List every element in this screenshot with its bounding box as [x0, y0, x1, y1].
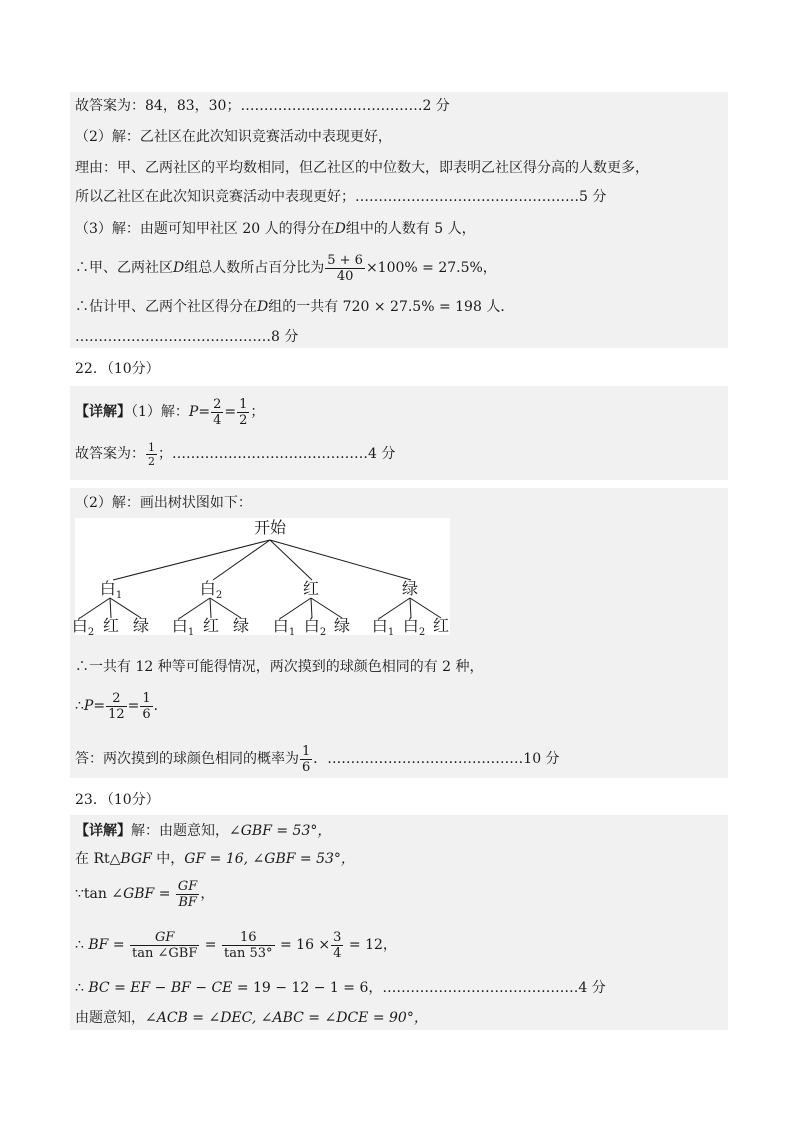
tree-diagram	[71, 518, 450, 639]
count-text: ∴一共有 12 种等可能得情况，两次摸到的球颜色相同的有 2 种，	[75, 659, 484, 675]
equals: =	[108, 937, 130, 953]
text: （3）解：由题可知甲社区 20 人的得分在	[75, 221, 335, 237]
text: 由题意知，	[75, 1010, 145, 1026]
math: ∠GBF = 53°，	[229, 823, 332, 839]
node-sub: 2	[319, 627, 327, 639]
math: BC = EF − BF − CE	[88, 980, 233, 996]
q21-answer-line	[75, 97, 450, 115]
text: ，	[200, 886, 215, 902]
q21-part2-reason	[75, 159, 649, 177]
text: ×100% = 27.5%，	[365, 260, 497, 276]
denominator: 6	[142, 706, 151, 722]
question-number: 22．（10分）	[75, 361, 160, 377]
q23-line-2	[75, 850, 355, 868]
q21-score-line	[75, 328, 298, 346]
numerator: 5 + 6	[327, 252, 363, 268]
node-label: 绿	[132, 616, 150, 635]
node-label: 白	[272, 616, 289, 635]
part-heading: （1）解：	[131, 404, 189, 420]
text: ∵tan ∠	[75, 886, 124, 902]
node-sub: 1	[288, 627, 296, 639]
node-label: 绿	[232, 616, 250, 635]
q23-line-3	[75, 876, 214, 912]
detail-label: 【详解】	[75, 823, 131, 839]
tree-node-l1	[402, 580, 418, 598]
tree-node-l2	[133, 617, 149, 635]
tree-node-l2	[203, 617, 219, 635]
node-label: 白	[371, 616, 388, 635]
detail-label: 【详解】	[75, 404, 131, 420]
score-marker: ……………………………………4 分	[172, 446, 396, 462]
tree-node-l1	[200, 580, 222, 605]
node-label: 白	[303, 616, 320, 635]
numerator: 1	[239, 396, 248, 412]
q22-part1-answer	[75, 437, 395, 471]
text: 故答案为：	[75, 446, 145, 462]
node-label: 红	[102, 616, 120, 635]
fraction	[176, 879, 199, 910]
tree-node-l2	[172, 617, 194, 642]
group-symbol: D	[257, 299, 269, 315]
numerator: GF	[130, 930, 199, 946]
text: = 16 ×	[275, 937, 331, 953]
q23-solution-block	[70, 815, 728, 1030]
node-label: 红	[202, 616, 220, 635]
tree-root: 开始	[253, 518, 287, 537]
tree-node-l2	[433, 617, 449, 635]
text: 在 Rt△	[75, 851, 121, 867]
group-symbol: D	[334, 221, 346, 237]
tree-node-l1	[100, 580, 122, 605]
q23-line-1	[75, 822, 331, 840]
conclusion-text: 所以乙社区在此次知识竞赛活动中表现更好；	[75, 189, 355, 205]
prob-symbol: P	[188, 404, 199, 420]
equals: =	[93, 698, 106, 714]
text: 组的一共有 720 × 27.5% = 198 人．	[268, 299, 515, 315]
numerator: 2	[213, 396, 222, 412]
denominator: 2	[239, 412, 248, 428]
denominator: 4	[333, 945, 342, 961]
part-heading: （2）解：乙社区在此次知识竞赛活动中表现更好，	[75, 129, 392, 145]
numerator: 1	[302, 743, 311, 759]
math: GF = 16, ∠GBF = 53°，	[184, 851, 355, 867]
equals: =	[200, 937, 221, 953]
text: ．	[313, 751, 328, 767]
q22-header	[75, 360, 160, 378]
score-marker: ……………………………………4 分	[382, 980, 606, 996]
text: ；	[250, 404, 265, 420]
numerator: 3	[333, 929, 342, 945]
fraction	[106, 691, 127, 722]
score-marker: ……………………………………8 分	[75, 329, 299, 345]
fraction	[140, 691, 152, 722]
node-label: 白	[171, 616, 188, 635]
text: ．	[153, 698, 168, 714]
text: 中，	[151, 851, 185, 867]
node-sub: 2	[418, 627, 426, 639]
fraction	[300, 744, 312, 775]
numerator: 1	[148, 440, 155, 454]
numerator: 2	[106, 691, 127, 707]
q23-header	[75, 791, 160, 809]
numerator: 16	[222, 930, 275, 946]
node-label: 红	[432, 616, 450, 635]
node-label: 绿	[333, 616, 351, 635]
fraction	[211, 397, 223, 428]
equals: =	[127, 698, 140, 714]
group-symbol: D	[173, 260, 185, 276]
math: BGF	[120, 851, 152, 867]
math: ∠ACB = ∠DEC, ∠ABC = ∠DCE = 90°，	[145, 1010, 428, 1026]
prob-symbol: P	[83, 698, 94, 714]
tree-node-l1	[303, 580, 319, 598]
denominator: 2	[148, 454, 155, 468]
node-sub: 2	[215, 590, 223, 602]
score-marker: …………………………………2 分	[240, 98, 450, 114]
numerator: GF	[177, 878, 198, 894]
q22-probability-line	[75, 688, 168, 724]
q21-part3-estimate	[75, 298, 514, 316]
fraction	[130, 930, 199, 961]
tree-node-l2	[72, 617, 94, 642]
fraction	[237, 397, 249, 428]
text: ∴估计甲、乙两个社区得分在	[75, 299, 257, 315]
math: GBF	[123, 886, 155, 902]
tree-node-l2	[403, 617, 425, 642]
q22-part2-head	[75, 494, 252, 512]
node-label: 红	[302, 579, 320, 598]
fraction	[146, 441, 157, 468]
fraction	[222, 930, 275, 961]
node-label: 白	[99, 579, 116, 598]
denominator: 40	[336, 268, 354, 284]
q22-count-line	[75, 658, 484, 676]
tree-node-l2	[233, 617, 249, 635]
q22-answer-line	[75, 741, 560, 777]
node-label: 白	[71, 616, 88, 635]
node-label: 绿	[401, 579, 419, 598]
q21-part2-conclusion	[75, 188, 606, 206]
text: = 19 − 12 − 1 = 6，	[232, 980, 383, 996]
denominator: BF	[178, 894, 197, 910]
denominator: 6	[302, 759, 311, 775]
q21-part3-percentage	[75, 250, 497, 286]
node-sub: 1	[387, 627, 395, 639]
q21-part3-head	[75, 220, 476, 238]
answer-text: 故答案为：84，83，30；	[75, 98, 241, 114]
node-sub: 1	[187, 627, 195, 639]
part-heading: （2）解：画出树状图如下：	[75, 495, 252, 511]
tree-node-l2	[273, 617, 295, 642]
text: 解：由题意知，	[131, 823, 229, 839]
q23-line-4	[75, 927, 397, 963]
text: 答：两次摸到的球颜色相同的概率为	[75, 751, 299, 767]
reason-text: 理由：甲、乙两社区的平均数相同，但乙社区的中位数大，即表明乙社区得分高的人数更多，	[75, 160, 649, 176]
denominator: tan 53°	[224, 945, 273, 961]
text: ∴	[75, 937, 89, 953]
question-number: 23．（10分）	[75, 792, 160, 808]
text: 组总人数所占百分比为	[184, 260, 325, 276]
text: 组中的人数有 5 人，	[345, 221, 476, 237]
node-label: 白	[402, 616, 419, 635]
text: ∴	[75, 980, 89, 996]
score-marker: ……………………………………10 分	[327, 751, 560, 767]
denominator: 4	[213, 412, 222, 428]
tree-node-l2	[334, 617, 350, 635]
node-sub: 2	[87, 627, 95, 639]
text: = 12，	[344, 937, 397, 953]
fraction	[331, 930, 343, 961]
tree-node-l2	[103, 617, 119, 635]
node-label: 白	[199, 579, 216, 598]
denominator: 12	[108, 706, 125, 722]
score-marker: …………………………………………5 分	[355, 189, 607, 205]
denominator: tan ∠GBF	[132, 945, 198, 961]
q21-part2-head	[75, 128, 392, 146]
tree-node-l2	[372, 617, 394, 642]
q23-line-6	[75, 1009, 428, 1027]
q22-part1-line	[75, 394, 264, 430]
math: BF	[88, 937, 109, 953]
equals: =	[154, 886, 175, 902]
therefore-symbol: ∴	[75, 698, 84, 714]
tree-node-l2	[304, 617, 326, 642]
q23-line-5	[75, 979, 606, 997]
node-sub: 1	[115, 590, 123, 602]
numerator: 1	[142, 690, 151, 706]
text: ∴甲、乙两社区	[75, 260, 173, 276]
equals: =	[198, 404, 211, 420]
fraction	[325, 253, 365, 284]
equals: =	[224, 404, 237, 420]
text: ；	[158, 446, 172, 462]
